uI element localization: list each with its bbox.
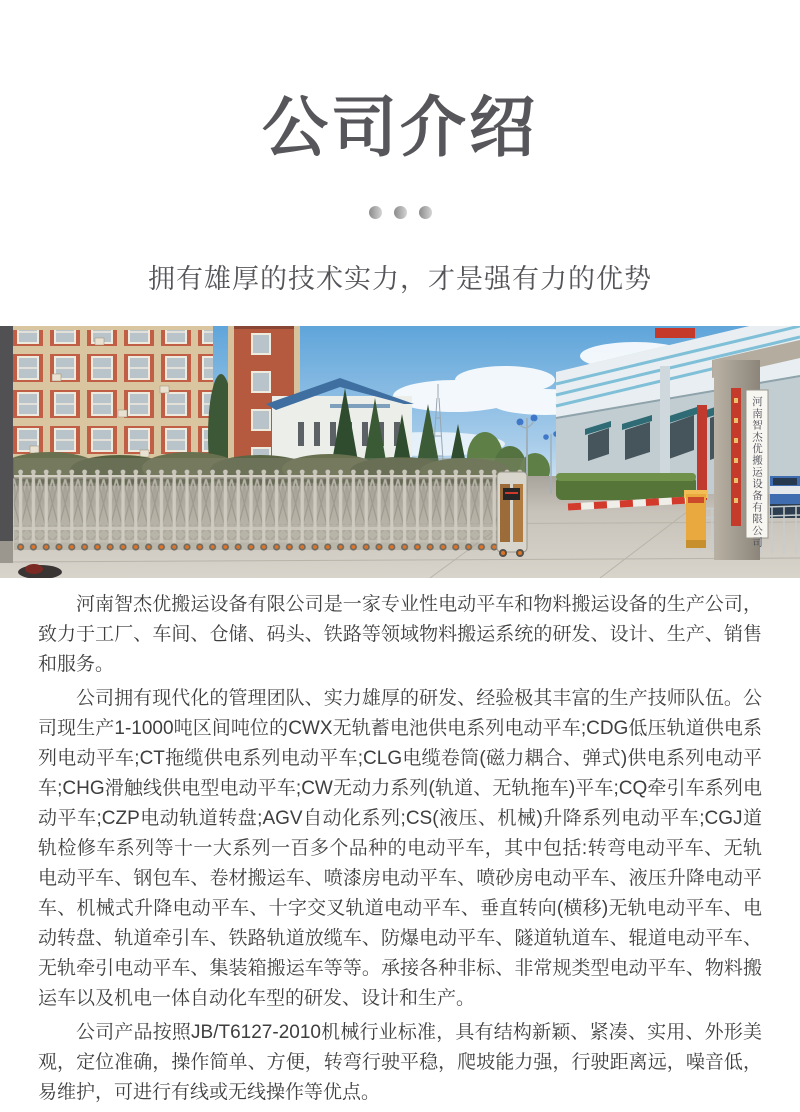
hero-section xyxy=(0,0,800,296)
company-name-sign-text: 河南智杰优搬运设备有限公司 xyxy=(751,396,763,549)
roof-red-sign xyxy=(655,328,695,338)
products-paragraph: 公司拥有现代化的管理团队、实力雄厚的研发、经验极其丰富的生产技师队伍。公司现生产1-1000吨区间吨位的CWX无轨蓄电池供电系列电动平车;CDG低压轨道供电系列电动平车;CT拖缆供电系列电动平车;CLG电缆卷筒(磁力耦合、弹式)供电系列电动平车;CHG滑触线供电型电动平车;CW无动力系列(轨道、无轨拖车)平车;CQ牵引车系列电动平车;CZP电动轨道转盘;AGV自动化系列;CS(液压、机械)升降系列电动平车;CGJ道轨检修车系列等十一大系列一百多个品种的电动平车，其中包括:转弯电动平车、无轨电动平车、钢包车、卷材搬运车、喷漆房电动平车、喷砂房电动平车、液压升降电动平车、机械式升降电动平车、十字交叉轨道电动平车、垂直转向(横移)无轨电动平车、电动转盘、轨道牵引车、铁路轨道放缆车、防爆电动平车、隧道轨道车、辊道电动平车、无轨牵引电动平车、集装箱搬运车等等。承接各种非标、非常规类型电动平车、物料搬运车以及机电一体自动化车型的研发、设计和生产。 xyxy=(38,688,762,1009)
decorative-dot xyxy=(394,206,407,219)
company-introduction-text xyxy=(0,578,800,1108)
page-title: 公司介绍 xyxy=(262,90,538,164)
decorative-dot xyxy=(369,206,382,219)
page-subtitle: 拥有雄厚的技术实力，才是强有力的优势 xyxy=(148,264,652,294)
retractable-gate xyxy=(14,458,527,557)
decorative-dot xyxy=(419,206,432,219)
red-vertical-banner xyxy=(697,405,707,500)
factory-hedge xyxy=(556,473,696,500)
factory-entrance-illustration xyxy=(0,326,800,578)
left-wall-pillar xyxy=(0,326,13,563)
gate-end-post xyxy=(497,472,527,557)
red-couplet-banner xyxy=(731,388,741,526)
standards-paragraph: 公司产品按照JB/T6127-2010机械行业标准，具有结构新颖、紧凑、实用、外形美观，定位准确，操作简单、方便，转弯行驶平稳，爬坡能力强，行驶距离远，噪音低，易维护，可进行有线或无线操作等优点。 xyxy=(38,1022,762,1103)
factory-entrance-photo xyxy=(0,326,800,578)
decorative-dots xyxy=(0,206,800,219)
intro-paragraph: 河南智杰优搬运设备有限公司是一家专业性电动平车和物料搬运设备的生产公司，致力于工厂、车间、仓储、码头、铁路等领域物料搬运系统的研发、设计、生产、销售和服务。 xyxy=(38,594,762,675)
